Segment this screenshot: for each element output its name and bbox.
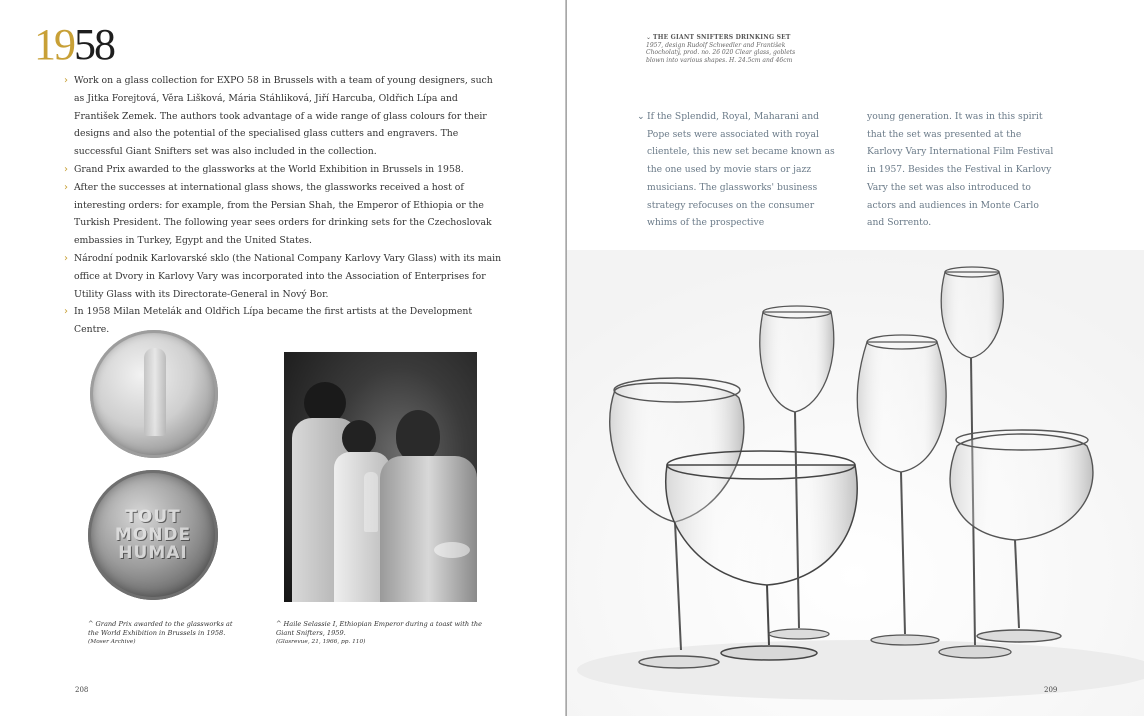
medal-engraving: TOUT MONDE HUMAI xyxy=(114,507,192,563)
year-heading xyxy=(34,20,114,70)
right-page xyxy=(567,0,1144,716)
photo-glass xyxy=(364,472,378,532)
drinking-set-caption-lines: 1957, design Rudolf Schwedler and František Chocholatý, prod. no. 26 020 Clear glass, goblets blown into various shapes. H. 24.5cm and 46cm xyxy=(646,41,796,64)
event-text: Work on a glass collection for EXPO 58 in Brussels with a team of young designers, such as Jitka Forejtová, Věra Lišková, Mária Stáhliková, Jiří Harcuba, Oldřich Lípa and František Zemek. The authors took advantage of a wide range of glass colours for their designs and also the potential of the specialised glass cutters and engravers. The successful Giant Snifters set was also included in the collection. xyxy=(74,75,493,158)
event-text: Národní podnik Karlovarské sklo (the National Company Karlovy Vary Glass) with its main office at Dvory in Karlovy Vary was incorporated into the Association of Enterprises for Utility Glass with its Directorate-General in Nový Bor. xyxy=(74,252,502,300)
photo-figure-center xyxy=(342,420,376,456)
drinking-set-caption-title: THE GIANT SNIFTERS DRINKING SET xyxy=(653,34,791,41)
medal-back-image xyxy=(88,470,218,600)
event-text: In 1958 Milan Metelák and Oldřich Lípa became the first artists at the Development Centre. xyxy=(74,306,473,336)
chevron-right-icon: › xyxy=(64,75,68,86)
photo-figure-emperor-body xyxy=(380,456,477,602)
event-text: Grand Prix awarded to the glassworks at the World Exhibition in Brussels in 1958. xyxy=(74,163,464,175)
photo-caption-source: (Glasrevue, 21, 1966, pp. 110) xyxy=(276,639,366,646)
page-number-left: 208 xyxy=(75,686,89,694)
left-page xyxy=(0,0,565,716)
medal-caption-source: (Moser Archive) xyxy=(88,639,136,646)
event-list xyxy=(64,72,504,339)
caret-up-icon: ^ xyxy=(276,620,282,628)
event-item xyxy=(64,179,504,250)
event-item xyxy=(64,72,504,161)
event-item xyxy=(64,161,504,179)
photo-caption xyxy=(276,620,484,647)
event-item xyxy=(64,250,504,303)
drinking-set-caption xyxy=(646,34,806,64)
photo-floor xyxy=(577,640,1144,700)
text-column-1 xyxy=(637,108,837,232)
chevron-right-icon: › xyxy=(64,306,68,318)
medal-caption xyxy=(88,620,238,647)
giant-snifters-photo xyxy=(567,250,1144,716)
text-column-2 xyxy=(867,108,1057,232)
year-heading-gold: 19 xyxy=(34,20,74,69)
photo-figure-emperor xyxy=(396,410,440,462)
medal-front-image xyxy=(90,330,218,458)
caret-up-icon: ^ xyxy=(88,620,94,628)
text-column-2-body: young generation. It was in this spirit that the set was presented at the Karlovy Vary International Film Festival in 1957. Besides the Festival in Karlovy Vary the set was also introduced to actors and audiences in Monte Carlo and Sorrento. xyxy=(867,111,1054,229)
chevron-down-icon: ⌄ xyxy=(637,111,645,122)
chevron-down-icon: ⌄ xyxy=(646,34,652,41)
text-column-1-body: If the Splendid, Royal, Maharani and Pope sets were associated with royal clientele, this new set became known as the one used by movie stars or jazz musicians. The glassworks' business strategy refocuses on the consumer whims of the prospective xyxy=(647,111,835,229)
medal-caption-text: Grand Prix awarded to the glassworks at the World Exhibition in Brussels in 1958. xyxy=(88,620,233,637)
chevron-right-icon: › xyxy=(64,163,68,175)
year-heading-dark: 58 xyxy=(74,20,114,69)
chevron-right-icon: › xyxy=(64,252,68,264)
page-number-right: 209 xyxy=(1044,686,1058,694)
chevron-right-icon: › xyxy=(64,181,68,193)
photo-caption-text: Haile Selassie I, Ethiopian Emperor during a toast with the Giant Snifters, 1959. xyxy=(276,620,483,637)
event-text: After the successes at international glass shows, the glassworks received a host of interesting orders: for example, from the Persian Shah, the Emperor of Ethiopia or the Turkish President. The following year sees orders for drinking sets for the Czechoslovak embassies in Turkey, Egypt and the United States. xyxy=(74,181,492,247)
photo-glass xyxy=(434,542,470,558)
haile-selassie-photo xyxy=(284,352,477,602)
medal-figure xyxy=(144,348,166,436)
